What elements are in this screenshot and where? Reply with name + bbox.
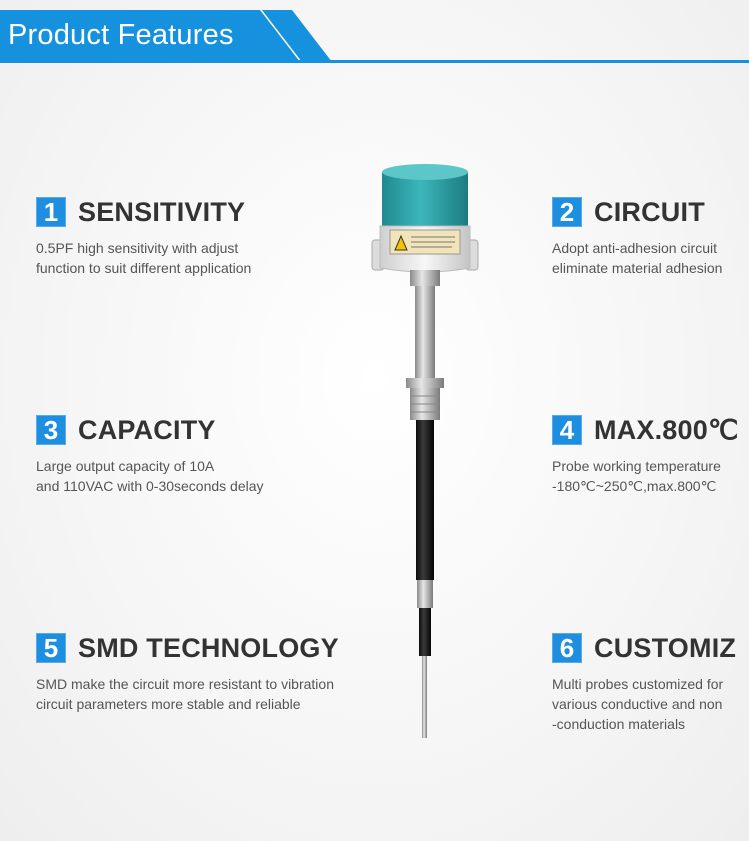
feature-description: [552, 238, 722, 278]
feature-number: 2: [552, 197, 582, 227]
description-line: function to suit different application: [36, 260, 252, 276]
description-line: circuit parameters more stable and reliable: [36, 696, 301, 712]
description-line: Probe working temperature: [552, 458, 721, 474]
section-header: [0, 0, 749, 64]
feature-description: [552, 674, 736, 734]
description-line: -180℃~250℃,max.800℃: [552, 478, 717, 494]
description-line: Multi probes customized for: [552, 676, 724, 692]
description-line: Large output capacity of 10A: [36, 458, 215, 474]
feature-number: 6: [552, 633, 582, 663]
feature-max-temperature: [552, 414, 738, 496]
feature-number: 1: [36, 197, 66, 227]
description-line: eliminate material adhesion: [552, 260, 723, 276]
feature-sensitivity: [36, 196, 251, 278]
feature-description: [552, 456, 738, 496]
feature-number: 5: [36, 633, 66, 663]
feature-capacity: [36, 414, 264, 496]
description-line: SMD make the circuit more resistant to vibration: [36, 676, 334, 692]
description-line: -conduction materials: [552, 716, 686, 732]
feature-title: CIRCUIT: [594, 196, 705, 227]
feature-title: CUSTOMIZ: [594, 632, 737, 663]
feature-title: SENSITIVITY: [78, 196, 246, 227]
description-line: Adopt anti-adhesion circuit: [552, 240, 717, 256]
feature-description: [36, 238, 251, 278]
feature-number: 3: [36, 415, 66, 445]
feature-title: CAPACITY: [78, 414, 216, 445]
description-line: and 110VAC with 0-30seconds delay: [36, 478, 264, 494]
feature-title: MAX.800℃: [594, 414, 739, 445]
page-title: Product Features: [8, 19, 234, 51]
feature-description: [36, 674, 339, 714]
feature-customize: [552, 632, 736, 734]
feature-title: SMD TECHNOLOGY: [78, 632, 339, 663]
feature-circuit: [552, 196, 722, 278]
feature-description: [36, 456, 264, 496]
description-line: 0.5PF high sensitivity with adjust: [36, 240, 239, 256]
feature-number: 4: [552, 415, 582, 445]
level-switch-probe-image: [360, 158, 490, 748]
header-underline: [0, 60, 749, 63]
feature-smd-technology: [36, 632, 339, 714]
description-line: various conductive and non: [552, 696, 723, 712]
